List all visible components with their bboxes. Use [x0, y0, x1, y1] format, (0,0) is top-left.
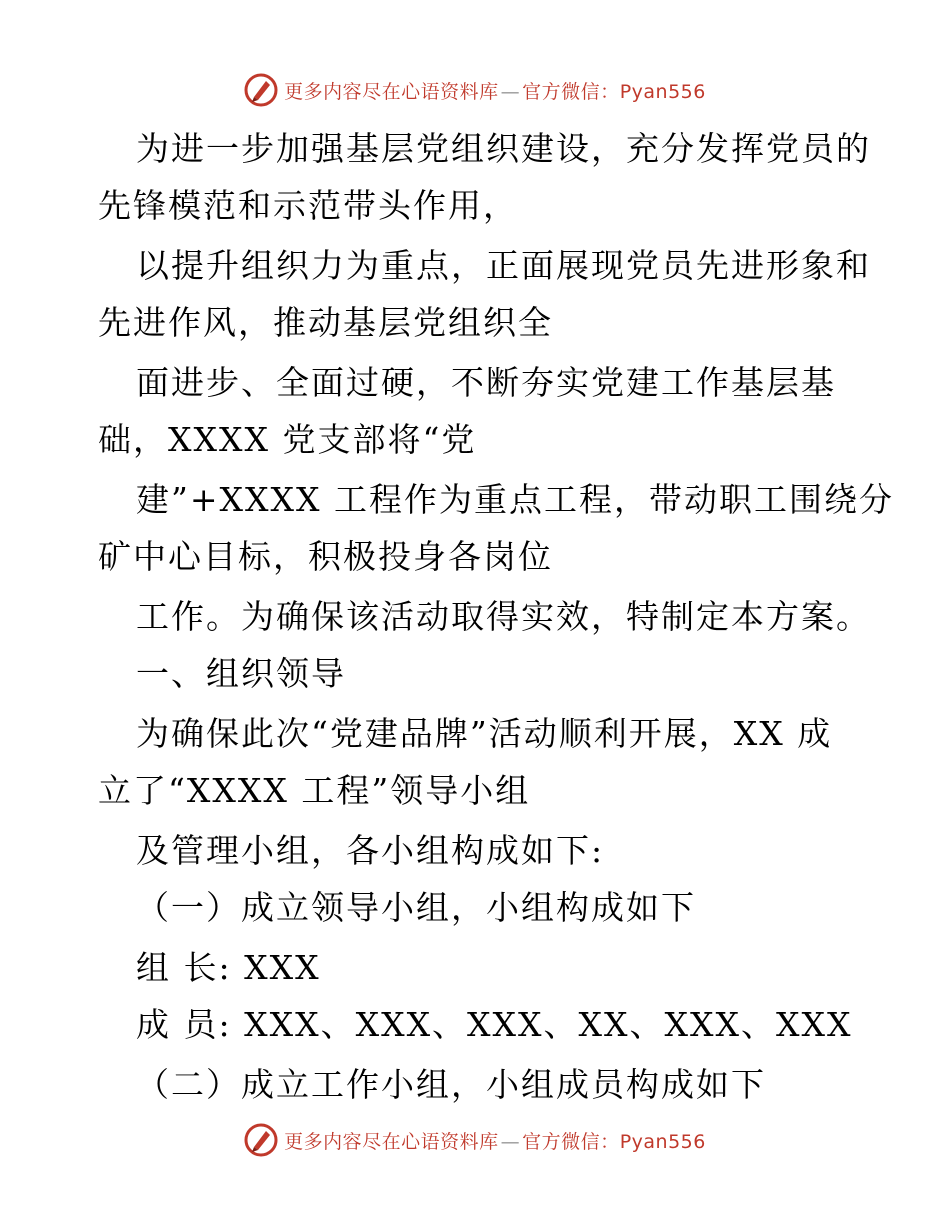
members-line: 成 员: XXX、XXX、XXX、XX、XXX、XXX — [136, 1005, 853, 1044]
leader-line: 组 长: XXX — [136, 948, 321, 987]
paragraph-line: 先锋模范和示范带头作用， — [98, 186, 518, 225]
watermark-text: 更多内容尽在心语资料库 — 官方微信：Pyan556 — [284, 1130, 706, 1153]
paragraph-line: 为确保此次“党建品牌”活动顺利开展，XX 成 — [136, 714, 833, 753]
paragraph-line: 立了“XXXX 工程”领导小组 — [98, 771, 531, 810]
paragraph-line: 及管理小组，各小组构成如下: — [136, 831, 605, 870]
paragraph-line: 建”+XXXX 工程作为重点工程，带动职工围绕分 — [136, 480, 894, 519]
paragraph-line: 先进作风，推动基层党组织全 — [98, 303, 553, 342]
paragraph-line: 为进一步加强基层党组织建设，充分发挥党员的 — [136, 129, 871, 168]
watermark-footer — [0, 1120, 950, 1160]
paragraph-line: 面进步、全面过硬，不断夯实党建工作基层基 — [136, 363, 836, 402]
paragraph-line: 以提升组织力为重点，正面展现党员先进形象和 — [136, 246, 871, 285]
subsection-heading: （二）成立工作小组，小组成员构成如下 — [136, 1065, 766, 1104]
subsection-heading: （一）成立领导小组，小组构成如下 — [136, 888, 696, 927]
pen-logo-icon — [244, 73, 278, 107]
watermark-header — [0, 70, 950, 110]
pen-logo-icon — [244, 1123, 278, 1157]
watermark-text: 更多内容尽在心语资料库 — 官方微信：Pyan556 — [284, 80, 706, 103]
paragraph-line: 础，XXXX 党支部将“党 — [98, 420, 477, 459]
paragraph-line: 矿中心目标，积极投身各岗位 — [98, 537, 553, 576]
paragraph-line: 工作。为确保该活动取得实效，特制定本方案。 — [136, 597, 871, 636]
section-heading: 一、组织领导 — [136, 654, 346, 693]
